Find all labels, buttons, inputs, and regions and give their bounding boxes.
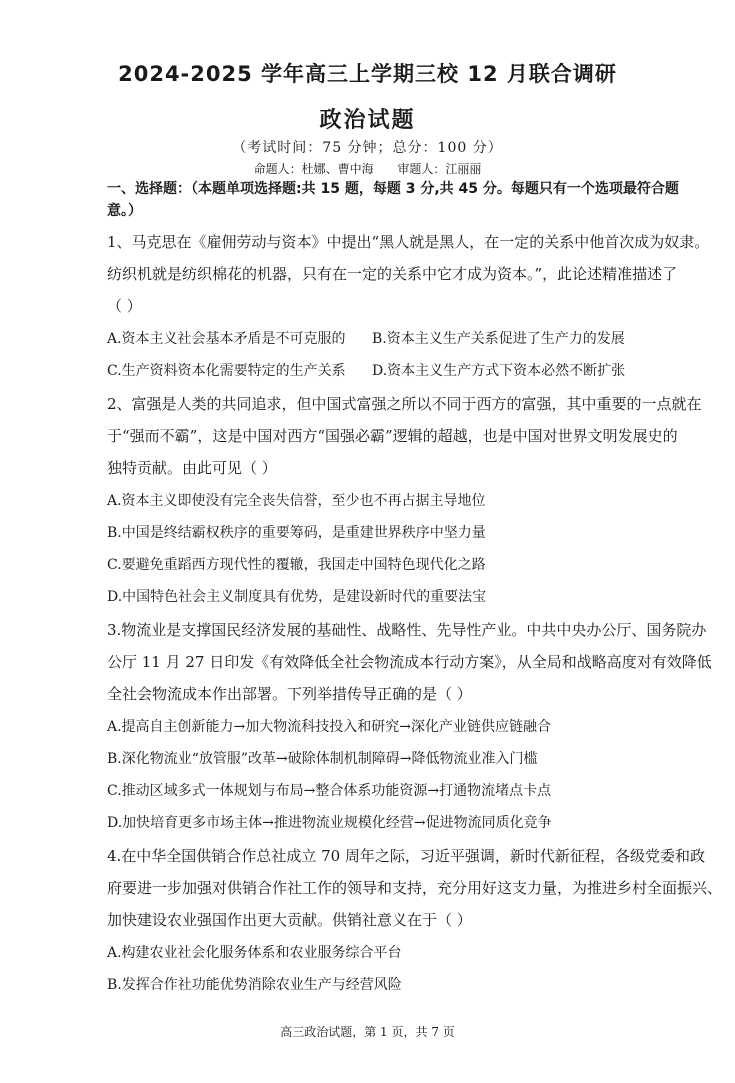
page-footer: 高三政治试题，第 1 页，共 7 页	[280, 1025, 455, 1039]
question-3-stem-line: 3.物流业是支撑国民经济发展的基础性、战略性、先导性产业。中共中央办公厅、国务院办	[107, 621, 707, 639]
question-3-option-c[interactable]: C.推动区域多式一体规划与布局→整合体系功能资源→打通物流堵点卡点	[107, 783, 552, 799]
question-1-option-c[interactable]: C.生产资料资本化需要特定的生产关系	[107, 363, 346, 379]
question-2-stem-line: 于“强而不霸”，这是中国对西方“国强必霸”逻辑的超越，也是中国对世界文明发展史的	[107, 427, 678, 445]
question-2-option-d[interactable]: D.中国特色社会主义制度具有优势，是建设新时代的重要法宝	[107, 589, 487, 605]
reviewer-name: 审题人：江丽丽	[397, 162, 482, 176]
exam-title: 2024-2025 学年高三上学期三校 12 月联合调研	[118, 62, 617, 86]
question-2-option-a[interactable]: A.资本主义即使没有完全丧失信誉，至少也不再占据主导地位	[107, 493, 486, 509]
question-4-stem-line: 4.在中华全国供销合作总社成立 70 周年之际，习近平强调，新时代新征程，各级党委和政	[107, 847, 705, 865]
question-3-option-a[interactable]: A.提高自主创新能力→加大物流科技投入和研究→深化产业链供应链融合	[107, 719, 552, 735]
question-2-option-c[interactable]: C.要避免重蹈西方现代性的覆辙，我国走中国特色现代化之路	[107, 557, 486, 573]
question-3-stem-line: 全社会物流成本作出部署。下列举措传导正确的是（ ）	[107, 685, 472, 703]
question-1-stem-line: （ ）	[107, 297, 142, 315]
question-1-stem-line: 1、马克思在《雇佣劳动与资本》中提出“黑人就是黑人，在一定的关系中他首次成为奴隶。	[107, 233, 710, 251]
question-2-option-b[interactable]: B.中国是终结霸权秩序的重要筹码，是重建世界秩序中坚力量	[107, 525, 486, 541]
question-1-stem-line: 纺织机就是纺织棉花的机器，只有在一定的关系中它才成为资本。”，此论述精准描述了	[107, 265, 678, 283]
question-setters	[0, 160, 735, 177]
question-1-option-b[interactable]: B.资本主义生产关系促进了生产力的发展	[372, 331, 625, 347]
question-3-option-d[interactable]: D.加快培育更多市场主体→推进物流业规模化经营→促进物流同质化竞争	[107, 815, 552, 831]
question-3-stem-line: 公厅 11 月 27 日印发《有效降低全社会物流成本行动方案》，从全局和战略高度对有效降低	[107, 653, 712, 671]
question-3-option-b[interactable]: B.深化物流业“放管服”改革→破除体制机制障碍→降低物流业准入门槛	[107, 751, 538, 767]
question-1-option-d[interactable]: D.资本主义生产方式下资本必然不断扩张	[372, 363, 626, 379]
exam-subject: 政治试题	[319, 108, 416, 133]
setter-names: 命题人：杜娜、曹中海	[253, 162, 374, 176]
question-4-option-b[interactable]: B.发挥合作社功能优势消除农业生产与经营风险	[107, 977, 402, 993]
section-heading: 一、选择题：（本题单项选择题:共 15 题，每题 3 分,共 45 分。每题只有一个选项最符合题意。）	[107, 181, 679, 219]
question-2-stem-line: 2、富强是人类的共同追求，但中国式富强之所以不同于西方的富强，其中重要的一点就在	[107, 395, 702, 413]
question-2-stem-line: 独特贡献。由此可见（ ）	[107, 459, 277, 477]
exam-time-score: （考试时间：75 分钟；总分：100 分）	[232, 140, 503, 156]
question-1-option-a[interactable]: A.资本主义社会基本矛盾是不可克服的	[107, 331, 346, 347]
question-4-option-a[interactable]: A.构建农业社会化服务体系和农业服务综合平台	[107, 945, 402, 961]
question-4-stem-line: 加快建设农业强国作出更大贡献。供销社意义在于（ ）	[107, 911, 472, 929]
question-4-stem-line: 府要进一步加强对供销合作社工作的领导和支持，充分用好这支力量，为推进乡村全面振兴、	[107, 879, 723, 897]
